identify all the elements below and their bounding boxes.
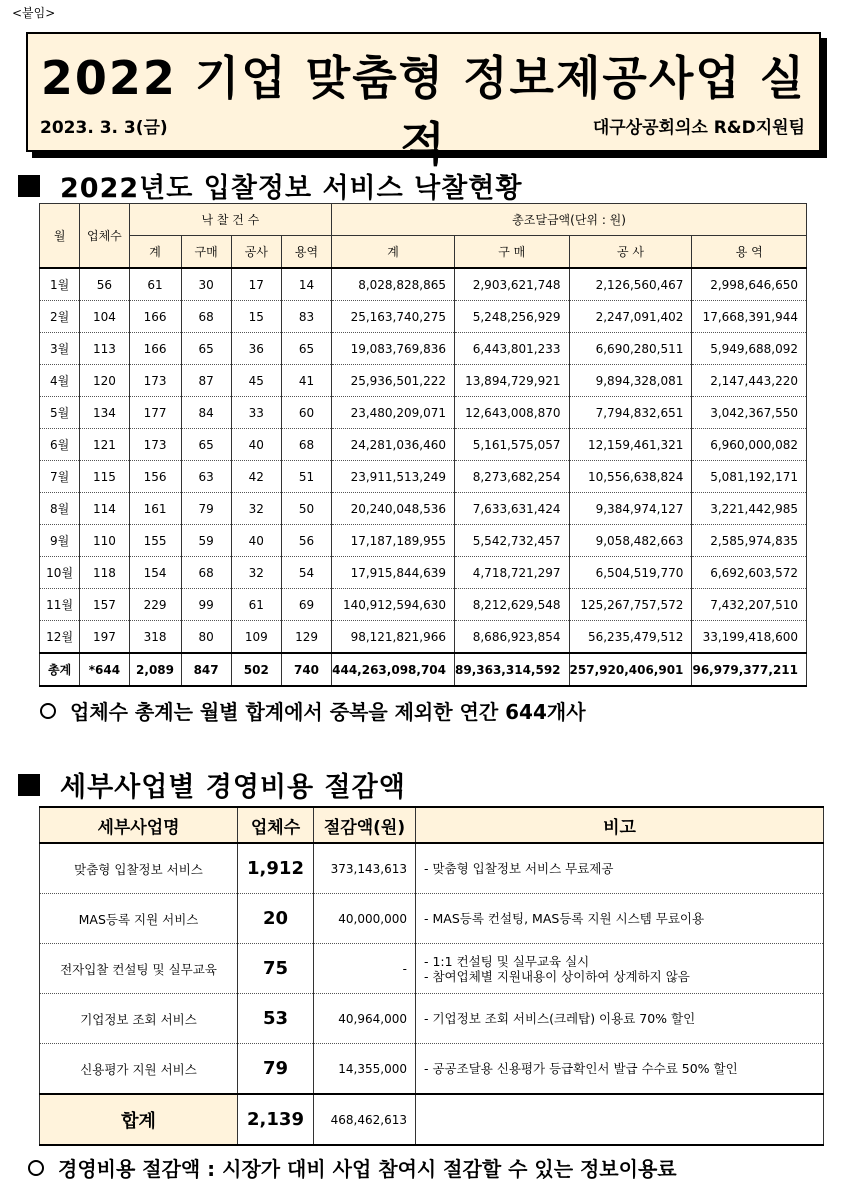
table-cell: 10월	[40, 557, 80, 589]
table-cell: 5,161,575,057	[455, 429, 570, 461]
table-row	[40, 268, 807, 301]
table-row	[40, 944, 824, 994]
table-cell: 444,263,098,704	[332, 653, 455, 686]
cell-name: 합계	[40, 1094, 238, 1145]
section2-note-text: 경영비용 절감액 : 시장가 대비 사업 참여시 절감할 수 있는 정보이용료	[58, 1157, 677, 1181]
section1-note	[40, 696, 586, 725]
table-cell: 114	[80, 493, 129, 525]
table-cell: 12월	[40, 621, 80, 654]
table-row	[40, 557, 807, 589]
table-cell: 89,363,314,592	[455, 653, 570, 686]
section2-note	[28, 1153, 677, 1182]
table-row	[40, 493, 807, 525]
table-cell: 68	[181, 557, 231, 589]
table-row	[40, 994, 824, 1044]
table-cell: 7,633,631,424	[455, 493, 570, 525]
table-cell: 61	[231, 589, 281, 621]
header-count-total: 계	[129, 236, 181, 269]
table-cell: 740	[281, 653, 331, 686]
table-cell: 59	[181, 525, 231, 557]
table-cell: 5,949,688,092	[692, 333, 807, 365]
header-month: 월	[40, 204, 80, 269]
remark-line: - 참여업체별 지원내용이 상이하여 상계하지 않음	[424, 968, 690, 984]
cell-saving: 14,355,000	[314, 1044, 416, 1095]
document-date: 2023. 3. 3(금)	[40, 118, 168, 138]
table-cell: 56	[281, 525, 331, 557]
cell-saving: 468,462,613	[314, 1094, 416, 1145]
header-remarks: 비고	[416, 807, 824, 843]
title-box	[26, 32, 821, 171]
table-cell: 5월	[40, 397, 80, 429]
table-cell: 118	[80, 557, 129, 589]
table-cell: 2,247,091,402	[569, 301, 692, 333]
table-cell: 318	[129, 621, 181, 654]
header-count-purchase: 구매	[181, 236, 231, 269]
table-cell: 50	[281, 493, 331, 525]
table-total-row	[40, 653, 807, 686]
table-cell: 2월	[40, 301, 80, 333]
square-bullet-icon	[18, 175, 40, 197]
table-cell: 5,081,192,171	[692, 461, 807, 493]
cell-saving: 373,143,613	[314, 843, 416, 894]
cell-saving: 40,000,000	[314, 894, 416, 944]
cost-saving-table	[39, 806, 824, 1146]
table-cell: 총계	[40, 653, 80, 686]
table-row	[40, 429, 807, 461]
table-cell: 3,042,367,550	[692, 397, 807, 429]
table-cell: 9월	[40, 525, 80, 557]
header-award-count: 낙 찰 건 수	[129, 204, 332, 236]
table-cell: 166	[129, 301, 181, 333]
table-cell: 120	[80, 365, 129, 397]
table-cell: 69	[281, 589, 331, 621]
section1-note-text: 업체수 총계는 월별 합계에서 중복을 제외한 연간 644개사	[70, 700, 586, 724]
table-cell: 45	[231, 365, 281, 397]
table-cell: 110	[80, 525, 129, 557]
table-cell: 36	[231, 333, 281, 365]
table-cell: 65	[281, 333, 331, 365]
remark-line: - 기업정보 조회 서비스(크레탑) 이용료 70% 할인	[424, 1011, 696, 1026]
table-cell: 56,235,479,512	[569, 621, 692, 654]
table-cell: 9,384,974,127	[569, 493, 692, 525]
table-cell: 3,221,442,985	[692, 493, 807, 525]
table-cell: 17,668,391,944	[692, 301, 807, 333]
table-cell: *644	[80, 653, 129, 686]
table-cell: 173	[129, 429, 181, 461]
table-cell: 13,894,729,921	[455, 365, 570, 397]
table-cell: 14	[281, 268, 331, 301]
circle-bullet-icon	[40, 703, 56, 719]
table-cell: 20,240,048,536	[332, 493, 455, 525]
cell-firms: 75	[238, 944, 314, 994]
table-cell: 161	[129, 493, 181, 525]
table-cell: 23,911,513,249	[332, 461, 455, 493]
table-cell: 68	[181, 301, 231, 333]
header-count-construction: 공사	[231, 236, 281, 269]
table-cell: 6,690,280,511	[569, 333, 692, 365]
header-firms: 업체수	[238, 807, 314, 843]
table-cell: 3월	[40, 333, 80, 365]
header-firms: 업체수	[80, 204, 129, 269]
table-cell: 32	[231, 557, 281, 589]
table-row	[40, 894, 824, 944]
table-cell: 257,920,406,901	[569, 653, 692, 686]
table-cell: 68	[281, 429, 331, 461]
table-cell: 6,960,000,082	[692, 429, 807, 461]
remark-line: - 1:1 컨설팅 및 실무교육 실시	[424, 953, 590, 969]
table-cell: 2,126,560,467	[569, 268, 692, 301]
table-cell: 10,556,638,824	[569, 461, 692, 493]
header-program-name: 세부사업명	[40, 807, 238, 843]
table-cell: 23,480,209,071	[332, 397, 455, 429]
table-cell: 229	[129, 589, 181, 621]
table-cell: 54	[281, 557, 331, 589]
document-title: 2022 기업 맞춤형 정보제공사업 실적	[40, 51, 807, 171]
table-cell: 25,936,501,222	[332, 365, 455, 397]
table-cell: 7,794,832,651	[569, 397, 692, 429]
remark-line: - MAS등록 컨설팅, MAS등록 지원 시스템 무료이용	[424, 911, 705, 926]
table-cell: 32	[231, 493, 281, 525]
table-cell: 2,089	[129, 653, 181, 686]
table-cell: 2,585,974,835	[692, 525, 807, 557]
header-amount-service: 용 역	[692, 236, 807, 269]
table-cell: 11월	[40, 589, 80, 621]
table-cell: 40	[231, 525, 281, 557]
table-cell: 51	[281, 461, 331, 493]
cell-firms: 1,912	[238, 843, 314, 894]
section2-heading-text: 세부사업별 경영비용 절감액	[60, 772, 406, 803]
table-row	[40, 365, 807, 397]
cell-name: MAS등록 지원 서비스	[40, 894, 238, 944]
table-cell: 17,187,189,955	[332, 525, 455, 557]
table-cell: 33,199,418,600	[692, 621, 807, 654]
table-cell: 87	[181, 365, 231, 397]
section1-heading-text: 2022년도 입찰정보 서비스 낙찰현황	[60, 173, 523, 204]
table-cell: 61	[129, 268, 181, 301]
table-cell: 33	[231, 397, 281, 429]
table-cell: 80	[181, 621, 231, 654]
table-row	[40, 589, 807, 621]
table-cell: 177	[129, 397, 181, 429]
table-cell: 104	[80, 301, 129, 333]
table-cell: 166	[129, 333, 181, 365]
table-cell: 24,281,036,460	[332, 429, 455, 461]
table-cell: 2,998,646,650	[692, 268, 807, 301]
table-cell: 8,273,682,254	[455, 461, 570, 493]
table-row	[40, 333, 807, 365]
table-total-row	[40, 1094, 824, 1145]
table-cell: 6,692,603,572	[692, 557, 807, 589]
table-cell: 98,121,821,966	[332, 621, 455, 654]
table-cell: 4,718,721,297	[455, 557, 570, 589]
table-cell: 5,248,256,929	[455, 301, 570, 333]
table-cell: 173	[129, 365, 181, 397]
header-amount-construction: 공 사	[569, 236, 692, 269]
table-cell: 63	[181, 461, 231, 493]
table-cell: 8,686,923,854	[455, 621, 570, 654]
section2-heading	[18, 765, 406, 804]
table-row	[40, 301, 807, 333]
table-row	[40, 621, 807, 654]
table-cell: 157	[80, 589, 129, 621]
cell-saving: -	[314, 944, 416, 994]
table-cell: 140,912,594,630	[332, 589, 455, 621]
square-bullet-icon	[18, 774, 40, 796]
table-cell: 8,212,629,548	[455, 589, 570, 621]
cell-firms: 53	[238, 994, 314, 1044]
table-cell: 65	[181, 429, 231, 461]
table-row	[40, 525, 807, 557]
table-cell: 79	[181, 493, 231, 525]
table-cell: 7,432,207,510	[692, 589, 807, 621]
table-cell: 129	[281, 621, 331, 654]
cell-remarks	[416, 843, 824, 894]
table-cell: 42	[231, 461, 281, 493]
table-cell: 125,267,757,572	[569, 589, 692, 621]
cell-firms: 79	[238, 1044, 314, 1095]
table-cell: 2,147,443,220	[692, 365, 807, 397]
table-cell: 40	[231, 429, 281, 461]
table-cell: 1월	[40, 268, 80, 301]
table-cell: 25,163,740,275	[332, 301, 455, 333]
header-amount-total: 계	[332, 236, 455, 269]
table-cell: 12,643,008,870	[455, 397, 570, 429]
circle-bullet-icon	[28, 1160, 44, 1176]
table-cell: 197	[80, 621, 129, 654]
table-cell: 19,083,769,836	[332, 333, 455, 365]
table-cell: 83	[281, 301, 331, 333]
table-cell: 17	[231, 268, 281, 301]
table-cell: 502	[231, 653, 281, 686]
table-cell: 113	[80, 333, 129, 365]
table-cell: 41	[281, 365, 331, 397]
table-cell: 65	[181, 333, 231, 365]
table-cell: 30	[181, 268, 231, 301]
cell-remarks	[416, 994, 824, 1044]
cell-name: 맞춤형 입찰정보 서비스	[40, 843, 238, 894]
bid-award-table	[39, 203, 807, 687]
cell-firms: 2,139	[238, 1094, 314, 1145]
cell-name: 전자입찰 컨설팅 및 실무교육	[40, 944, 238, 994]
table-cell: 4월	[40, 365, 80, 397]
cell-remarks	[416, 1044, 824, 1095]
table-row	[40, 1044, 824, 1095]
table-cell: 155	[129, 525, 181, 557]
table-cell: 8월	[40, 493, 80, 525]
table-cell: 2,903,621,748	[455, 268, 570, 301]
table-cell: 9,058,482,663	[569, 525, 692, 557]
table-cell: 15	[231, 301, 281, 333]
table-row	[40, 397, 807, 429]
table-cell: 96,979,377,211	[692, 653, 807, 686]
cell-remarks	[416, 944, 824, 994]
attachment-label: <붙임>	[12, 6, 56, 20]
table-cell: 84	[181, 397, 231, 429]
header-amount-purchase: 구 매	[455, 236, 570, 269]
table-cell: 60	[281, 397, 331, 429]
cell-name: 신용평가 지원 서비스	[40, 1044, 238, 1095]
cell-remarks	[416, 894, 824, 944]
table-cell: 99	[181, 589, 231, 621]
table-cell: 7월	[40, 461, 80, 493]
table-cell: 109	[231, 621, 281, 654]
table-cell: 134	[80, 397, 129, 429]
cell-firms: 20	[238, 894, 314, 944]
header-saving: 절감액(원)	[314, 807, 416, 843]
table-row	[40, 843, 824, 894]
table-cell: 847	[181, 653, 231, 686]
table-cell: 5,542,732,457	[455, 525, 570, 557]
table-cell: 6,443,801,233	[455, 333, 570, 365]
table-cell: 8,028,828,865	[332, 268, 455, 301]
remark-line: - 공공조달용 신용평가 등급확인서 발급 수수료 50% 할인	[424, 1061, 738, 1076]
cell-remarks	[416, 1094, 824, 1145]
table-cell: 17,915,844,639	[332, 557, 455, 589]
table-cell: 6월	[40, 429, 80, 461]
cell-name: 기업정보 조회 서비스	[40, 994, 238, 1044]
table-cell: 121	[80, 429, 129, 461]
table-cell: 6,504,519,770	[569, 557, 692, 589]
table-row	[40, 461, 807, 493]
table-cell: 115	[80, 461, 129, 493]
document-organization: 대구상공회의소 R&D지원팀	[592, 118, 805, 138]
header-count-service: 용역	[281, 236, 331, 269]
table-cell: 56	[80, 268, 129, 301]
section1-heading	[18, 166, 522, 205]
table-cell: 12,159,461,321	[569, 429, 692, 461]
cell-saving: 40,964,000	[314, 994, 416, 1044]
table-cell: 156	[129, 461, 181, 493]
table-cell: 9,894,328,081	[569, 365, 692, 397]
remark-line: - 맞춤형 입찰정보 서비스 무료제공	[424, 861, 614, 876]
header-total-amount: 총조달금액(단위 : 원)	[332, 204, 807, 236]
table-cell: 154	[129, 557, 181, 589]
